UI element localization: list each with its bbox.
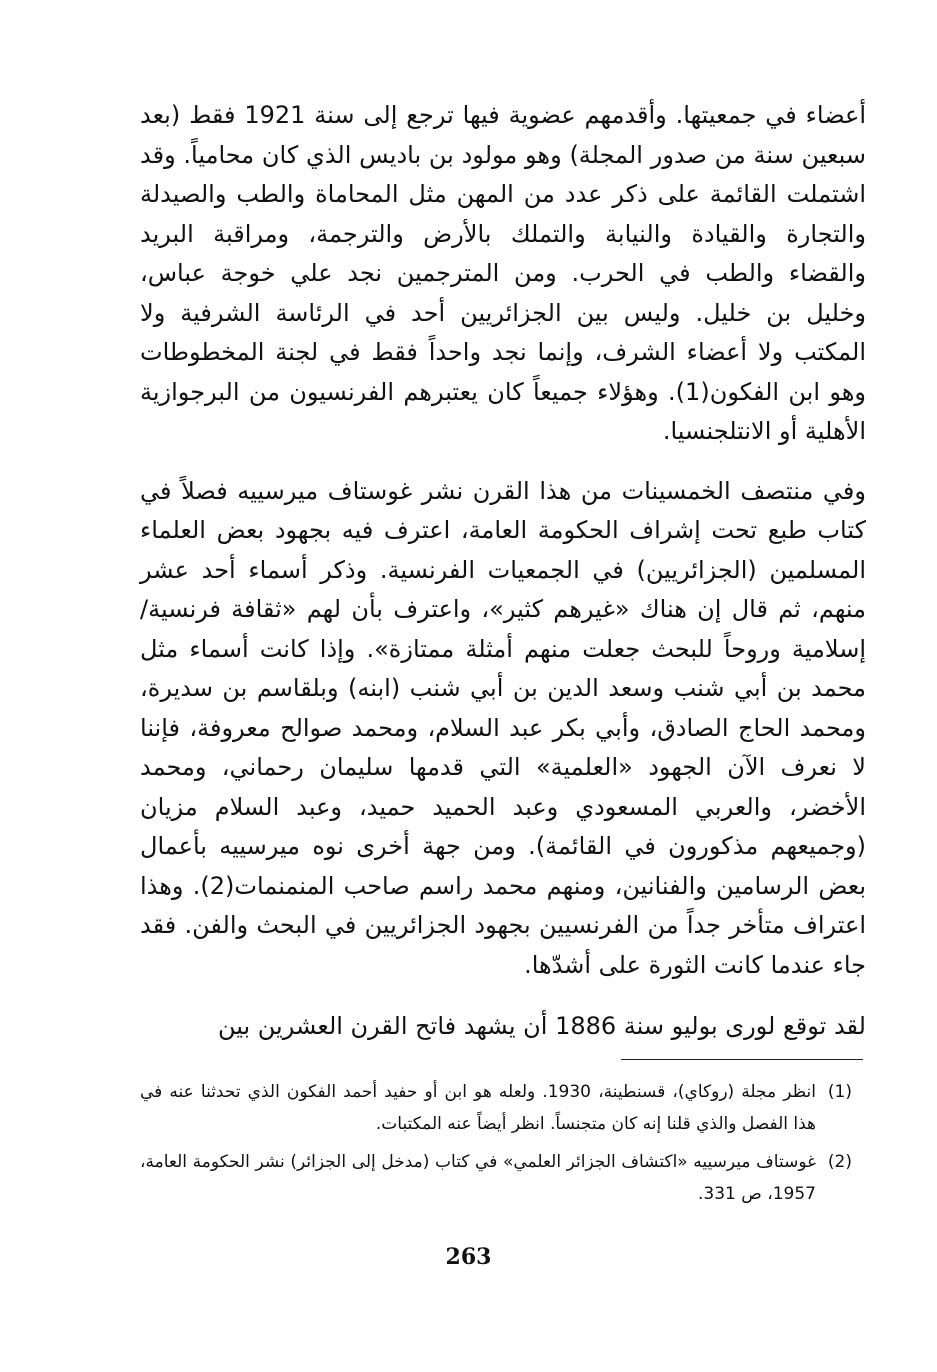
footnote-1	[140, 1076, 852, 1140]
footnote-text: انظر مجلة (روكاي)، قسنطينة، 1930. ولعله هو ابن أو حفيد أحمد الفكون الذي تحدثنا عنه في هذا الفصل والذي قلنا إنه كان متجنساً. انظر أيضاً عنه المكتبات.	[140, 1082, 816, 1134]
page-body	[140, 96, 866, 1047]
footnote-text: غوستاف ميرسييه «اكتشاف الجزائر العلمي» في كتاب (مدخل إلى الجزائر) نشر الحكومة العامة، 1957، ص 331.	[140, 1152, 816, 1204]
body-paragraph-1: أعضاء في جمعيتها. وأقدمهم عضوية فيها ترجع إلى سنة 1921 فقط (بعد سبعين سنة من صدور المجلة) وهو مولود بن باديس الذي كان محامياً. وقد اشتملت القائمة على ذكر عدد من المهن مثل المحاماة والطب والصيدلة والتجارة والقيادة والنيابة والتملك بالأرض والترجمة، ومراقبة البريد والقضاء والطب في الحرب. ومن المترجمين نجد علي خوجة عباس، وخليل بن خليل. وليس بين الجزائريين أحد في الرئاسة الشرفية ولا المكتب ولا أعضاء الشرف، وإنما نجد واحداً فقط في لجنة المخطوطات وهو ابن الفكون(1). وهؤلاء جميعاً كان يعتبرهم الفرنسيون من البرجوازية الأهلية أو الانتلجنسيا.	[140, 101, 867, 445]
footnote-2	[140, 1146, 852, 1210]
footnote-number: (2)	[827, 1152, 852, 1172]
footnote-separator	[621, 1059, 863, 1060]
body-paragraph-3: لقد توقع لورى بوليو سنة 1886 أن يشهد فاتح القرن العشرين بين	[217, 1012, 866, 1040]
footnotes	[140, 1076, 852, 1216]
page-number: 263	[445, 1244, 492, 1270]
body-paragraph-2: وفي منتصف الخمسينات من هذا القرن نشر غوستاف ميرسييه فصلاً في كتاب طبع تحت إشراف الحكومة العامة، اعترف فيه بجهود بعض العلماء المسلمين (الجزائريين) في الجمعيات الفرنسية. وذكر أسماء أحد عشر منهم، ثم قال إن هناك «غيرهم كثير»، واعترف بأن لهم «ثقافة فرنسية/ إسلامية وروحاً للبحث جعلت منهم أمثلة ممتازة». وإذا كانت أسماء مثل محمد بن أبي شنب وسعد الدين بن أبي شنب (ابنه) وبلقاسم بن سديرة، ومحمد الحاج الصادق، وأبي بكر عبد السلام، ومحمد صوالح معروفة، فإننا لا نعرف الآن الجهود «العلمية» التي قدمها سليمان رحماني، ومحمد الأخضر، والعربي المسعودي وعبد الحميد حميد، وعبد السلام مزيان (وجميعهم مذكورون في القائمة). ومن جهة أخرى نوه ميرسييه بأعمال بعض الرسامين والفنانين، ومنهم محمد راسم صاحب المنمنمات(2). وهذا اعتراف متأخر جداً من الفرنسيين بجهود الجزائريين في البحث والفن. فقد جاء عندما كانت الثورة على أشدّها.	[140, 476, 866, 979]
footnote-number: (1)	[827, 1082, 852, 1102]
